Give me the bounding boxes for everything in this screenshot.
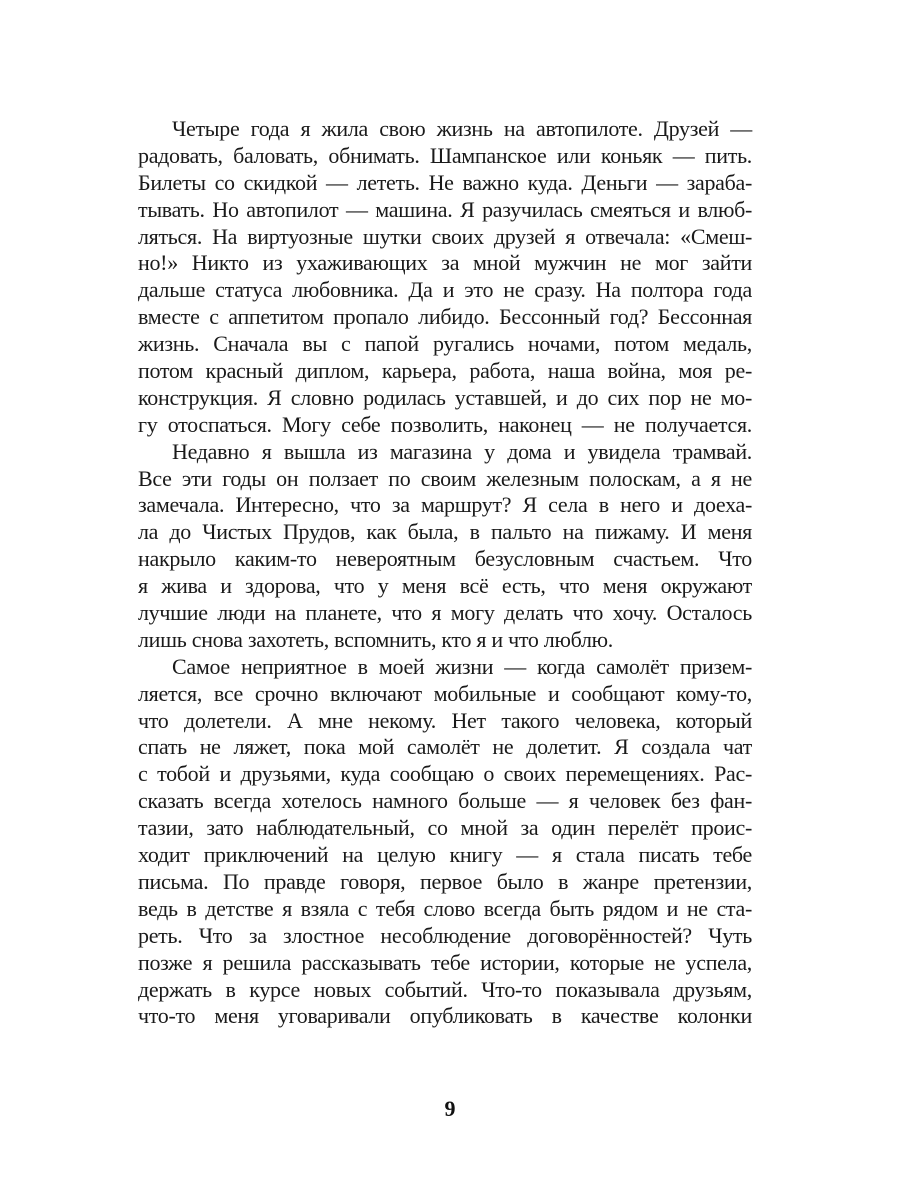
- text-line: позже я решила рассказывать тебе истории, которые не успела,: [138, 949, 752, 975]
- text-line: сказать всегда хотелось намного больше — я человек без фан-: [138, 788, 752, 814]
- text-line: я жива и здорова, что у меня всё есть, что меня окружают: [138, 573, 752, 599]
- text-line: что-то меня уговаривали опубликовать в качестве колонки: [138, 1003, 752, 1029]
- text-line: Билеты со скидкой — лететь. Не важно куда. Деньги — зараба-: [138, 169, 752, 195]
- text-line: держать в курсе новых событий. Что-то показывала друзьям,: [138, 976, 752, 1002]
- text-line: потом красный диплом, карьера, работа, наша война, моя ре-: [138, 358, 752, 384]
- text-line: дальше статуса любовника. Да и это не сразу. На полтора года: [138, 277, 752, 303]
- text-line: гу отоспаться. Могу себе позволить, наконец — не получается.: [138, 411, 752, 437]
- text-line: письма. По правде говоря, первое было в жанре претензии,: [138, 868, 752, 894]
- text-line: спать не ляжет, пока мой самолёт не долетит. Я создала чат: [138, 734, 752, 760]
- page-number: 9: [444, 1096, 456, 1121]
- page-body-text: [138, 116, 752, 1030]
- text-line: жизнь. Сначала вы с папой ругались ночами, потом медаль,: [138, 331, 752, 357]
- text-line: лишь снова захотеть, вспомнить, кто я и что люблю.: [138, 626, 613, 652]
- text-line: Все эти годы он ползает по своим железным полоскам, а я не: [138, 465, 752, 491]
- text-line: тывать. Но автопилот — машина. Я разучилась смеяться и влюб-: [138, 196, 752, 222]
- text-line: ла до Чистых Прудов, как была, в пальто на пижаму. И меня: [138, 519, 752, 545]
- text-line: реть. Что за злостное несоблюдение договорённостей? Чуть: [138, 922, 752, 948]
- text-line: ляется, все срочно включают мобильные и сообщают кому-то,: [138, 680, 752, 706]
- text-line: с тобой и друзьями, куда сообщаю о своих перемещениях. Рас-: [138, 761, 752, 787]
- text-line: конструкция. Я словно родилась уставшей, и до сих пор не мо-: [138, 384, 752, 410]
- text-line: тазии, зато наблюдательный, со мной за один перелёт проис-: [138, 815, 752, 841]
- text-line: радовать, баловать, обнимать. Шампанское или коньяк — пить.: [138, 142, 752, 168]
- text-line: что долетели. А мне некому. Нет такого человека, который: [138, 707, 752, 733]
- text-line: Самое неприятное в моей жизни — когда самолёт призем-: [172, 653, 752, 679]
- text-line: ляться. На виртуозные шутки своих друзей я отвечала: «Смеш-: [138, 223, 752, 249]
- text-line: ходит приключений на целую книгу — я стала писать тебе: [138, 842, 752, 868]
- text-line: вместе с аппетитом пропало либидо. Бессонный год? Бессонная: [138, 304, 752, 330]
- text-line: Четыре года я жила свою жизнь на автопилоте. Друзей —: [172, 116, 752, 141]
- text-line: ведь в детстве я взяла с тебя слово всегда быть рядом и не ста-: [138, 895, 752, 921]
- text-line: Недавно я вышла из магазина у дома и увидела трамвай.: [172, 438, 752, 464]
- text-line: накрыло каким-то невероятным безусловным счастьем. Что: [138, 546, 752, 572]
- text-line: лучшие люди на планете, что я могу делать что хочу. Осталось: [138, 600, 752, 626]
- text-line: замечала. Интересно, что за маршрут? Я села в него и доеха-: [138, 492, 752, 518]
- text-line: но!» Никто из ухаживающих за мной мужчин не мог зайти: [138, 250, 752, 276]
